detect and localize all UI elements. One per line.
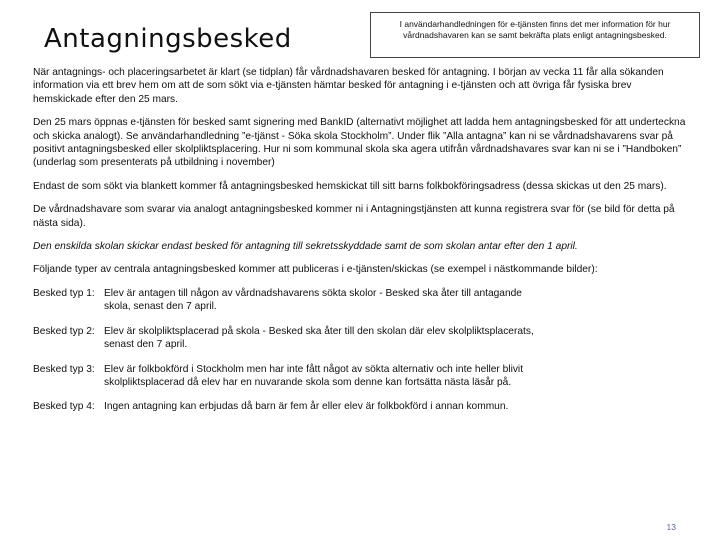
paragraph-antagning: När antagnings- och placeringsarbetet är klart (se tidplan) får vårdnadshavaren besked för antagning. I början av vecka 11 får alla sökanden information via ett brev hem om att de som sökt via e-tjänsten hämtar besked för antagning i e-tjänsten och att övriga får fysiska brev hemskickade efter den 25 mars. — [33, 67, 664, 105]
main-content — [33, 66, 693, 425]
besked-label: Besked typ 3: — [33, 363, 95, 375]
paragraph-etjanst: Den 25 mars öppnas e-tjänsten för besked samt signering med BankID (alternativt möjlighet att ladda hem antagningsbesked för att underteckna och skicka analogt). Se användarhandledning ”e-tjänst - Söka skola Stockholm”. Under flik ”Alla antagna” kan ni se vårdnadshavarens svar på positivt antagningsbesked eller skolpliktsplacering. Hur ni som kommunal skola ska agera utifrån vårdnadshavares svar kan ni se i ”Handboken” (underlag som presenterats på utbildning i november) — [33, 117, 686, 169]
besked-label: Besked typ 4: — [33, 401, 95, 413]
besked-label: Besked typ 2: — [33, 325, 95, 337]
besked-typ-4 — [33, 400, 693, 413]
paragraph-blankett: Endast de som sökt via blankett kommer få antagningsbesked hemskickat till sitt barns folkbokföringsadress (dessa skickas ut den 25 mars). — [33, 180, 667, 192]
besked-label: Besked typ 1: — [33, 287, 95, 299]
info-callout-box: I användarhandledningen för e-tjänsten finns det mer information för hur vårdnadshavaren kan se samt bekräfta plats enligt antagningsbesked. — [370, 12, 700, 58]
paragraph-types-intro: Följande typer av centrala antagningsbesked kommer att publiceras i e-tjänsten/skickas (se exempel i nästkommande bilder): — [33, 264, 598, 276]
besked-text: Elev är skolpliktsplacerad på skola - Besked ska åter till den skolan där elev skolpliktsplacerats, senast den 7 april. — [104, 325, 534, 351]
besked-text: Elev är antagen till någon av vårdnadshavarens sökta skolor - Besked ska åter till antagande skola, senast den 7 april. — [104, 287, 522, 313]
besked-typ-3 — [33, 363, 693, 390]
besked-text: Elev är folkbokförd i Stockholm men har inte fått något av sökta alternativ och inte heller blivit skolpliktsplacerad då elev har en nuvarande skola som denne kan fortsätta nästa läsår på. — [104, 363, 524, 388]
besked-typ-2 — [33, 325, 693, 352]
besked-typ-1 — [33, 287, 693, 314]
italic-note: Den enskilda skolan skickar endast besked för antagning till sekretsskyddade samt de som skolan antar efter den 1 april. — [33, 241, 578, 253]
page-title: Antagningsbesked — [44, 24, 292, 54]
page-number: 13 — [666, 522, 676, 532]
besked-text: Ingen antagning kan erbjudas då barn är fem år eller elev är folkbokförd i annan kommun. — [104, 401, 509, 413]
paragraph-analogt: De vårdnadshavare som svarar via analogt antagningsbesked kommer ni i Antagningstjänsten att kunna registrera svar för (se bild för detta på nästa sida). — [33, 204, 675, 229]
